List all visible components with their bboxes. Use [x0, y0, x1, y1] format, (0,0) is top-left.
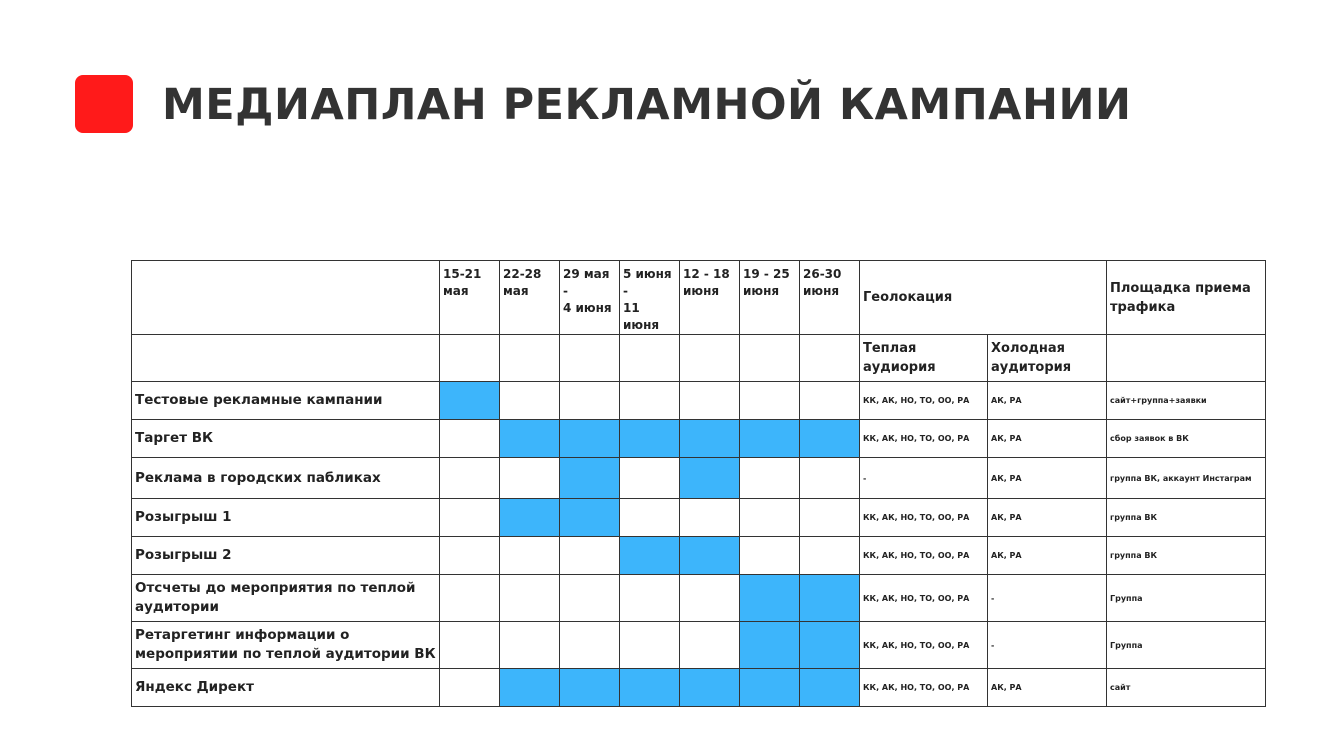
- table-row: [132, 458, 1266, 499]
- schedule-cell-active: [800, 575, 860, 622]
- schedule-cell-active: [560, 420, 620, 458]
- schedule-cell: [620, 458, 680, 499]
- activity-label: Ретаргетинг информации о мероприятии по теплой аудитории ВК: [132, 622, 440, 669]
- platform-cell: сбор заявок в ВК: [1107, 420, 1266, 458]
- activity-label: Розыгрыш 1: [132, 499, 440, 537]
- platform-cell: группа ВК: [1107, 499, 1266, 537]
- schedule-cell: [440, 575, 500, 622]
- schedule-cell: [620, 499, 680, 537]
- schedule-cell: [560, 382, 620, 420]
- week-header: 15-21 мая: [440, 261, 500, 335]
- schedule-cell-active: [560, 669, 620, 707]
- platform-cell: группа ВК, аккаунт Инстаграм: [1107, 458, 1266, 499]
- table-row: [132, 669, 1266, 707]
- cold-audience-header: Холодная аудитория: [988, 335, 1107, 382]
- week-header: 5 июня - 11 июня: [620, 261, 680, 335]
- warm-geo-cell: КК, АК, НО, ТО, ОО, РА: [860, 420, 988, 458]
- subheader-empty-cell: [440, 335, 500, 382]
- schedule-cell: [560, 622, 620, 669]
- schedule-cell: [740, 537, 800, 575]
- warm-geo-cell: КК, АК, НО, ТО, ОО, РА: [860, 669, 988, 707]
- schedule-cell-active: [740, 575, 800, 622]
- cold-geo-cell: АК, РА: [988, 382, 1107, 420]
- schedule-cell-active: [560, 499, 620, 537]
- schedule-cell: [440, 622, 500, 669]
- schedule-cell-active: [680, 669, 740, 707]
- subheader-empty-cell: [1107, 335, 1266, 382]
- schedule-cell: [560, 537, 620, 575]
- subheader-empty-cell: [132, 335, 440, 382]
- week-header: 26-30 июня: [800, 261, 860, 335]
- schedule-cell: [800, 458, 860, 499]
- schedule-cell: [800, 382, 860, 420]
- warm-geo-cell: КК, АК, НО, ТО, ОО, РА: [860, 499, 988, 537]
- schedule-cell: [500, 382, 560, 420]
- schedule-cell: [500, 458, 560, 499]
- cold-geo-cell: -: [988, 575, 1107, 622]
- table-row: [132, 420, 1266, 458]
- platform-cell: сайт+группа+заявки: [1107, 382, 1266, 420]
- schedule-cell-active: [500, 669, 560, 707]
- activity-label: Тестовые рекламные кампании: [132, 382, 440, 420]
- page-title: МЕДИАПЛАН РЕКЛАМНОЙ КАМПАНИИ: [162, 80, 1132, 130]
- schedule-cell-active: [560, 458, 620, 499]
- cold-geo-cell: АК, РА: [988, 537, 1107, 575]
- platform-cell: группа ВК: [1107, 537, 1266, 575]
- schedule-cell-active: [740, 622, 800, 669]
- cold-geo-cell: АК, РА: [988, 420, 1107, 458]
- activity-label: Таргет ВК: [132, 420, 440, 458]
- schedule-cell-active: [500, 499, 560, 537]
- cold-geo-cell: АК, РА: [988, 458, 1107, 499]
- subheader-empty-cell: [680, 335, 740, 382]
- subheader-row: [132, 335, 1266, 382]
- schedule-cell-active: [680, 420, 740, 458]
- schedule-cell: [620, 622, 680, 669]
- activity-label: Яндекс Директ: [132, 669, 440, 707]
- schedule-cell-active: [620, 537, 680, 575]
- warm-geo-cell: КК, АК, НО, ТО, ОО, РА: [860, 622, 988, 669]
- schedule-cell-active: [740, 420, 800, 458]
- subheader-empty-cell: [800, 335, 860, 382]
- subheader-empty-cell: [560, 335, 620, 382]
- schedule-cell: [740, 382, 800, 420]
- table-row: [132, 382, 1266, 420]
- warm-geo-cell: КК, АК, НО, ТО, ОО, РА: [860, 537, 988, 575]
- schedule-cell: [680, 382, 740, 420]
- schedule-cell: [440, 458, 500, 499]
- schedule-cell: [500, 537, 560, 575]
- logo-square: [75, 75, 133, 133]
- schedule-cell-active: [440, 382, 500, 420]
- activity-label: Розыгрыш 2: [132, 537, 440, 575]
- header-empty-cell: [132, 261, 440, 335]
- platform-cell: Группа: [1107, 575, 1266, 622]
- geolocation-header: Геолокация: [860, 261, 1107, 335]
- schedule-cell: [440, 499, 500, 537]
- schedule-cell-active: [620, 669, 680, 707]
- platform-cell: Группа: [1107, 622, 1266, 669]
- schedule-cell-active: [620, 420, 680, 458]
- schedule-cell: [620, 382, 680, 420]
- table-row: [132, 499, 1266, 537]
- schedule-cell-active: [680, 458, 740, 499]
- media-plan-table: [131, 260, 1266, 707]
- schedule-cell-active: [680, 537, 740, 575]
- schedule-cell: [680, 622, 740, 669]
- schedule-cell: [500, 622, 560, 669]
- week-header: 12 - 18 июня: [680, 261, 740, 335]
- schedule-cell: [800, 499, 860, 537]
- schedule-cell: [680, 575, 740, 622]
- schedule-cell: [500, 575, 560, 622]
- warm-geo-cell: КК, АК, НО, ТО, ОО, РА: [860, 575, 988, 622]
- schedule-cell: [440, 669, 500, 707]
- schedule-cell: [440, 537, 500, 575]
- schedule-cell-active: [800, 622, 860, 669]
- table-row: [132, 537, 1266, 575]
- warm-geo-cell: -: [860, 458, 988, 499]
- header-row: [132, 261, 1266, 335]
- platform-header: Площадка приема трафика: [1107, 261, 1266, 335]
- schedule-cell: [620, 575, 680, 622]
- activity-label: Реклама в городских пабликах: [132, 458, 440, 499]
- week-header: 29 мая - 4 июня: [560, 261, 620, 335]
- schedule-cell-active: [500, 420, 560, 458]
- table-row: [132, 622, 1266, 669]
- schedule-cell-active: [800, 420, 860, 458]
- schedule-cell: [680, 499, 740, 537]
- subheader-empty-cell: [620, 335, 680, 382]
- schedule-cell: [560, 575, 620, 622]
- schedule-cell-active: [740, 669, 800, 707]
- schedule-cell: [440, 420, 500, 458]
- activity-label: Отсчеты до мероприятия по теплой аудитории: [132, 575, 440, 622]
- schedule-cell-active: [800, 669, 860, 707]
- cold-geo-cell: -: [988, 622, 1107, 669]
- warm-geo-cell: КК, АК, НО, ТО, ОО, РА: [860, 382, 988, 420]
- schedule-cell: [800, 537, 860, 575]
- cold-geo-cell: АК, РА: [988, 499, 1107, 537]
- cold-geo-cell: АК, РА: [988, 669, 1107, 707]
- subheader-empty-cell: [500, 335, 560, 382]
- platform-cell: сайт: [1107, 669, 1266, 707]
- table-row: [132, 575, 1266, 622]
- schedule-cell: [740, 499, 800, 537]
- warm-audience-header: Теплая аудиория: [860, 335, 988, 382]
- week-header: 22-28 мая: [500, 261, 560, 335]
- schedule-cell: [740, 458, 800, 499]
- subheader-empty-cell: [740, 335, 800, 382]
- week-header: 19 - 25 июня: [740, 261, 800, 335]
